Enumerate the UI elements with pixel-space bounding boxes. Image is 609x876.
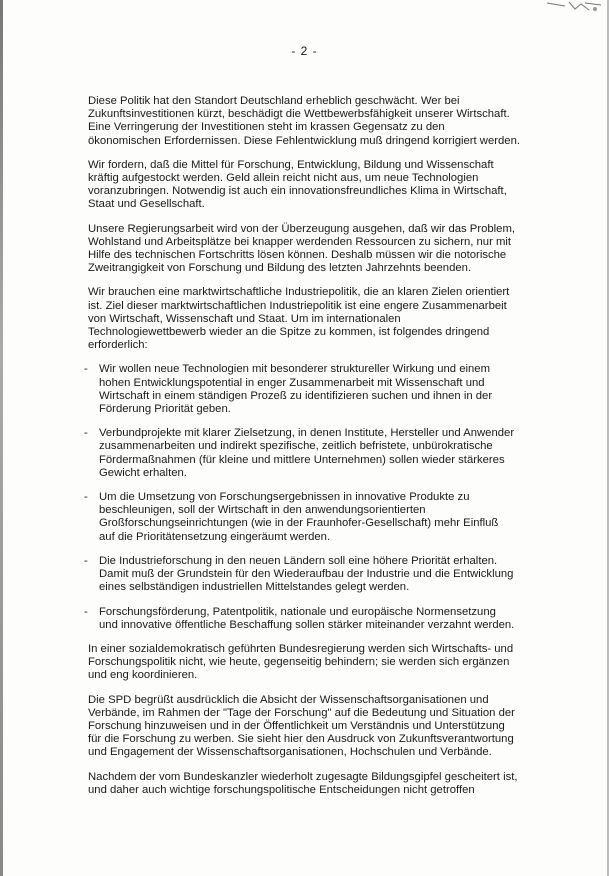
text-line: Die Industrieforschung in den neuen Ländern soll eine höhere Priorität erhalten. [99,554,498,567]
text-line: ökonomischen Erfordernissen. Diese Fehlentwicklung muß dringend korrigiert werden. [88,134,520,147]
text-line: Forschungspolitik nicht, wie heute, gegenseitig behindern; sie werden sich ergänzen [88,656,510,669]
bullet-marker: - [84,605,88,618]
text-line: für die Forschung zu werben. Sie sieht hier den Ausdruck von Zukunftsverantwortung [88,733,514,746]
text-line: Nachdem der vom Bundeskanzler wiederholt zugesagte Bildungsgipfel gescheitert ist, [88,770,518,783]
text-line: Hilfe des technischen Fortschritts lösen können. Deshalb müssen wir die notorische [88,249,507,262]
text-line: Wir brauchen eine marktwirtschaftliche Industriepolitik, die an klaren Zielen orientiert [88,286,510,299]
text-line: Damit muß der Grundstein für den Wiederaufbau der Industrie und die Entwicklung [99,568,514,581]
scan-edge-left [0,0,3,876]
text-line: eines selbständigen industriellen Mittelstandes gelegt werden. [99,581,410,594]
text-line: In einer sozialdemokratisch geführten Bundesregierung werden sich Wirtschafts- und [88,642,514,655]
text-line: hohen Entwicklungspotential in enger Zusammenarbeit mit Wissenschaft und [99,376,485,389]
text-line: und innovative öffentliche Beschaffung sollen stärker miteinander verzahnt werden. [99,618,515,631]
text-line: und Engagement der Wissenschaftsorganisationen, Hochschulen und Verbände. [88,746,492,759]
paragraph [88,643,528,683]
text-line: erforderlich: [88,339,148,352]
bullet-item [84,427,528,480]
text-line: beschleunigen, soll der Wirtschaft in den anwendungsorientierten [99,504,426,517]
bullet-item [84,363,528,416]
bullet-marker: - [84,363,88,376]
paragraph [88,159,528,212]
text-line: Eine Verringerung der Investitionen steht im krassen Gegensatz zu den [88,121,445,134]
text-line: Unsere Regierungsarbeit wird von der Überzeugung ausgehen, daß wir das Problem, [88,222,516,235]
bullet-list [84,363,528,631]
text-line: auf die Prioritätensetzung eingeräumt werden. [99,530,331,543]
text-line: Wohlstand und Arbeitsplätze bei knapper werdenden Ressourcen zu sichern, nur mit [88,235,512,248]
text-line: Wir wollen neue Technologien mit besonderer struktureller Wirkung und einem [99,363,490,376]
text-line: Förderung Priorität geben. [99,403,231,416]
paragraph [88,771,528,797]
text-line: Die SPD begrüßt ausdrücklich die Absicht der Wissenschaftsorganisationen und [88,693,489,706]
text-line: Staat und Gesellschaft. [88,198,205,211]
paragraph [88,223,528,276]
text-line: Technologiewettbewerb wieder an die Spitze zu kommen, ist folgendes dringend [88,326,490,339]
text-line: Wirtschaft in einem ständigen Prozeß zu identifizieren suchen und ihnen in der [99,389,493,402]
text-line: Um die Umsetzung von Forschungsergebnissen in innovative Produkte zu [99,491,470,504]
bullet-item [84,491,528,544]
paragraphs-bottom [88,643,528,797]
paragraph [88,694,528,760]
page-number: - 2 - [291,44,318,58]
text-line: Großforschungseinrichtungen (wie in der Fraunhofer-Gesellschaft) mehr Einfluß [99,517,499,530]
text-line: kräftig aufgestockt werden. Geld allein reicht nicht aus, um neue Technologien [88,172,479,185]
text-line: voranzubringen. Notwendig ist auch ein innovationsfreundliches Klima in Wirtschaft, [88,185,507,198]
bullet-marker: - [84,554,88,567]
bullet-item [84,555,528,595]
text-line: und eng koordinieren. [88,669,198,682]
text-line: Zweitrangigkeit von Forschung und Bildung des letzten Jahrzehnts beenden. [88,262,472,275]
document-body [84,95,528,808]
bullet-marker: - [84,491,88,504]
scan-corner-mark [545,0,603,14]
text-line: zusammenarbeiten und indirekt spezifische, zeitlich befristete, unbürokratische [99,440,493,453]
text-line: ist. Ziel dieser marktwirtschaftlichen Industriepolitik ist eine engere Zusammenarbeit [88,299,507,312]
text-line: Verbundprojekte mit klarer Zielsetzung, in denen Institute, Hersteller und Anwender [99,427,515,440]
bullet-marker: - [84,427,88,440]
paragraphs-top [88,95,528,352]
text-line: Forschungsförderung, Patentpolitik, nationale und europäische Normensetzung [99,605,496,618]
text-line: Forschung hinzuweisen und in der Öffentlichkeit um Verständnis und Unterstützung [88,719,505,732]
paragraph [88,95,528,148]
paragraph [88,286,528,352]
text-line: Wir fordern, daß die Mittel für Forschung, Entwicklung, Bildung und Wissenschaft [88,158,494,171]
text-line: Gewicht erhalten. [99,466,187,479]
text-line: Fördermaßnahmen (für kleine und mittlere Unternehmen) sollen wieder stärkeres [99,453,505,466]
text-line: von Wirtschaft, Wissenschaft und Staat. Um im internationalen [88,312,401,325]
bullet-item [84,606,528,632]
text-line: und daher auch wichtige forschungspolitische Entscheidungen nicht getroffen [88,783,475,796]
text-line: Zukunftsinvestitionen kürzt, beschädigt die Wettbewerbsfähigkeit unserer Wirtschaft. [88,108,510,121]
text-line: Verbände, im Rahmen der "Tage der Forschung" auf die Bedeutung und Situation der [88,706,515,719]
text-line: Diese Politik hat den Standort Deutschland erheblich geschwächt. Wer bei [88,95,460,107]
